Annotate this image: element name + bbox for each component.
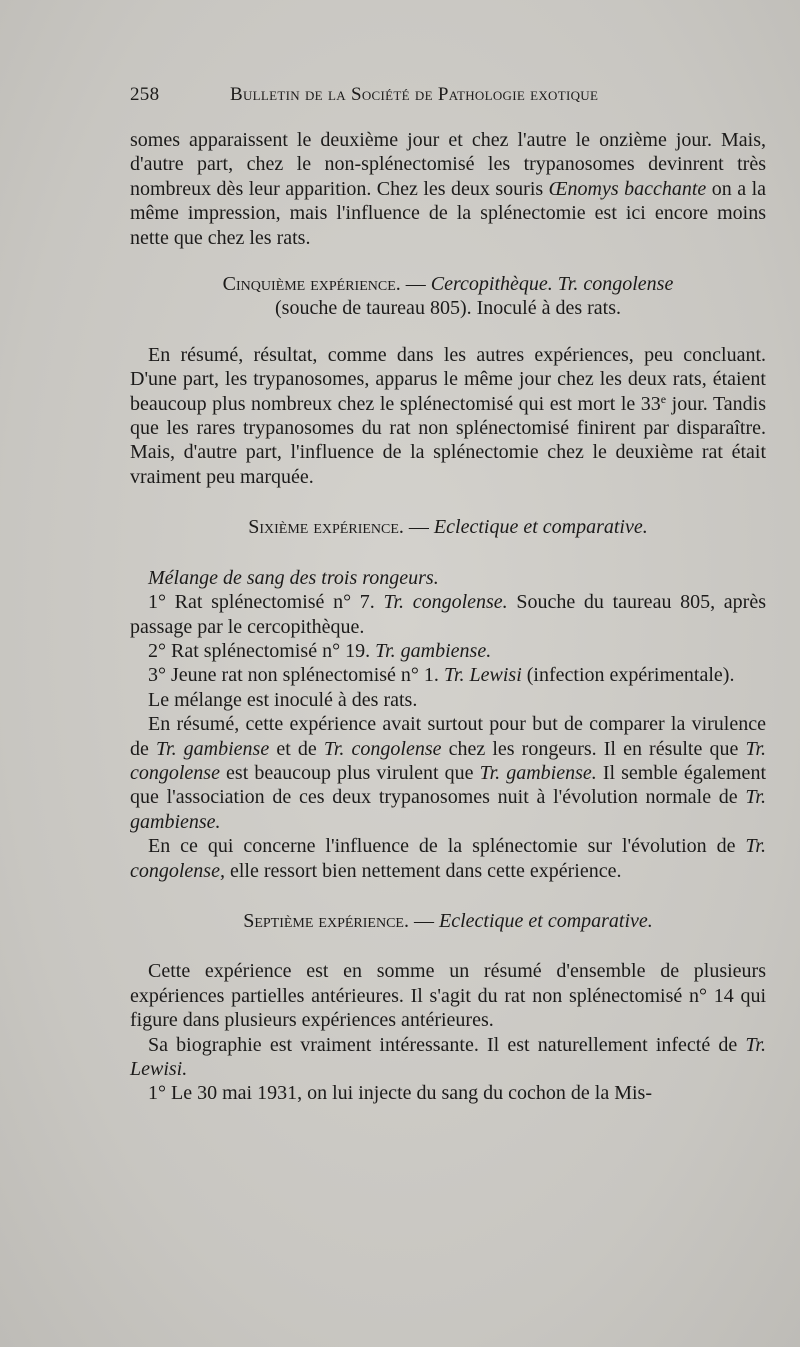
paragraph-inoculation: Le mélange est inoculé à des rats. bbox=[148, 688, 418, 711]
paragraph-splenectomie bbox=[130, 834, 766, 883]
section-heading-experience-5 bbox=[130, 272, 766, 321]
text-run: Jeune rat non splénectomisé n° 1. bbox=[166, 664, 444, 687]
item-number: 2° bbox=[148, 639, 166, 662]
section-heading-experience-7 bbox=[130, 909, 766, 933]
text-run: Rat splénectomisé n° 19. bbox=[166, 639, 376, 662]
species-name: Tr. congolense, bbox=[130, 835, 766, 882]
heading-dash: — bbox=[403, 516, 434, 539]
text-run: elle ressort bien nettement dans cette expérience. bbox=[224, 859, 622, 882]
paragraph-resume-6 bbox=[130, 712, 766, 834]
text-body bbox=[130, 128, 766, 1106]
text-run: En ce qui concerne l'influence de la splénectomie sur l'évolution de bbox=[148, 835, 746, 858]
species-name: Tr. gambiense. bbox=[375, 639, 492, 662]
text-run: Sa biographie est vraiment intéressante. Il est naturellement infecté de bbox=[148, 1033, 746, 1056]
text-run: Rat splénectomisé n° 7. bbox=[166, 591, 384, 614]
journal-title: Bulletin de la Société de Pathologie exotique bbox=[230, 84, 599, 105]
heading-dash: — bbox=[408, 909, 439, 932]
text-run: est beaucoup plus virulent que bbox=[219, 761, 480, 784]
heading-dash: — bbox=[400, 273, 431, 296]
species-name: Œnomys bacchante bbox=[548, 177, 707, 200]
text-run: jour. Tandis que les rares trypanosomes du rat non splénectomisé finirent par disparaître. Mais, d'autre part, l'influence de la splénectomie chez le deuxième rat était vraiment peu marquée. bbox=[130, 392, 766, 488]
paragraph-melange: Mélange de sang des trois rongeurs. bbox=[148, 566, 439, 589]
paragraph-resume-5 bbox=[130, 343, 766, 489]
heading-label: Septième expérience. bbox=[243, 909, 409, 932]
species-name: Tr. congolense bbox=[323, 737, 442, 760]
page-number: 258 bbox=[130, 84, 160, 105]
species-name: Tr. Lewisi bbox=[443, 664, 522, 687]
paragraph-continuation bbox=[130, 128, 766, 250]
list-item-2 bbox=[130, 639, 766, 663]
section-heading-experience-6 bbox=[130, 515, 766, 539]
paragraph-injection: 1° Le 30 mai 1931, on lui injecte du sang du cochon de la Mis- bbox=[148, 1082, 653, 1105]
species-name: Tr. gambiense bbox=[155, 737, 270, 760]
heading-label: Cinquième expérience. bbox=[222, 273, 401, 296]
text-run: Souche du taureau 805, après passage par le cercopithèque. bbox=[130, 591, 766, 638]
heading-label: Sixième expérience. bbox=[248, 516, 404, 539]
species-name: Tr. congolense bbox=[130, 737, 767, 784]
text-run: En résumé, résultat, comme dans les autres expériences, peu concluant. D'une part, les trypanosomes, apparus le même jour chez les deux rats, étaient beaucoup plus nombreux chez le splénectomisé qui est mort le 33 bbox=[130, 343, 766, 415]
item-number: 3° bbox=[148, 664, 166, 687]
text-run: chez les rongeurs. Il en résulte que bbox=[441, 737, 746, 760]
list-item-3 bbox=[130, 663, 766, 687]
text-run: somes apparaissent le deuxième jour et chez l'autre le onzième jour. Mais, d'autre part, chez le non-splénectomisé les trypanosomes devinrent très nombreux dès leur apparition. Chez les deux souris bbox=[130, 129, 766, 200]
running-header bbox=[130, 84, 680, 106]
species-name: Tr. gambiense. bbox=[130, 786, 766, 833]
text-run: on a la même impression, mais l'influence de la splénectomie est ici encore moins nette que chez les rats. bbox=[130, 177, 767, 249]
text-run: (infection expérimentale). bbox=[521, 664, 735, 687]
species-name: Tr. Lewisi. bbox=[130, 1033, 766, 1080]
heading-title: Eclectique et comparative. bbox=[438, 909, 653, 932]
paragraph-biographie bbox=[130, 1033, 766, 1082]
heading-title: Eclectique et comparative. bbox=[433, 516, 648, 539]
species-name: Tr. congolense. bbox=[383, 591, 508, 614]
species-name: Tr. gambiense. bbox=[479, 761, 597, 784]
paragraph-experience-7: Cette expérience est en somme un résumé d'ensemble de plusieurs expériences partielles antérieures. Il s'agit du rat non splénectomisé n° 14 qui figure dans plusieurs expériences antérieures. bbox=[130, 960, 766, 1032]
heading-title: Cercopithèque. Tr. congolense bbox=[430, 273, 674, 296]
text-run: et de bbox=[269, 737, 324, 760]
superscript: e bbox=[660, 391, 667, 406]
heading-subtitle: (souche de taureau 805). Inoculé à des rats. bbox=[275, 297, 621, 320]
list-item-1 bbox=[130, 590, 766, 639]
text-run: En résumé, cette expérience avait surtout pour but de comparer la virulence de bbox=[130, 713, 766, 760]
item-number: 1° bbox=[148, 591, 166, 614]
text-run: Il semble également que l'association de ces deux trypanosomes nuit à l'évolution normale de bbox=[130, 761, 766, 809]
